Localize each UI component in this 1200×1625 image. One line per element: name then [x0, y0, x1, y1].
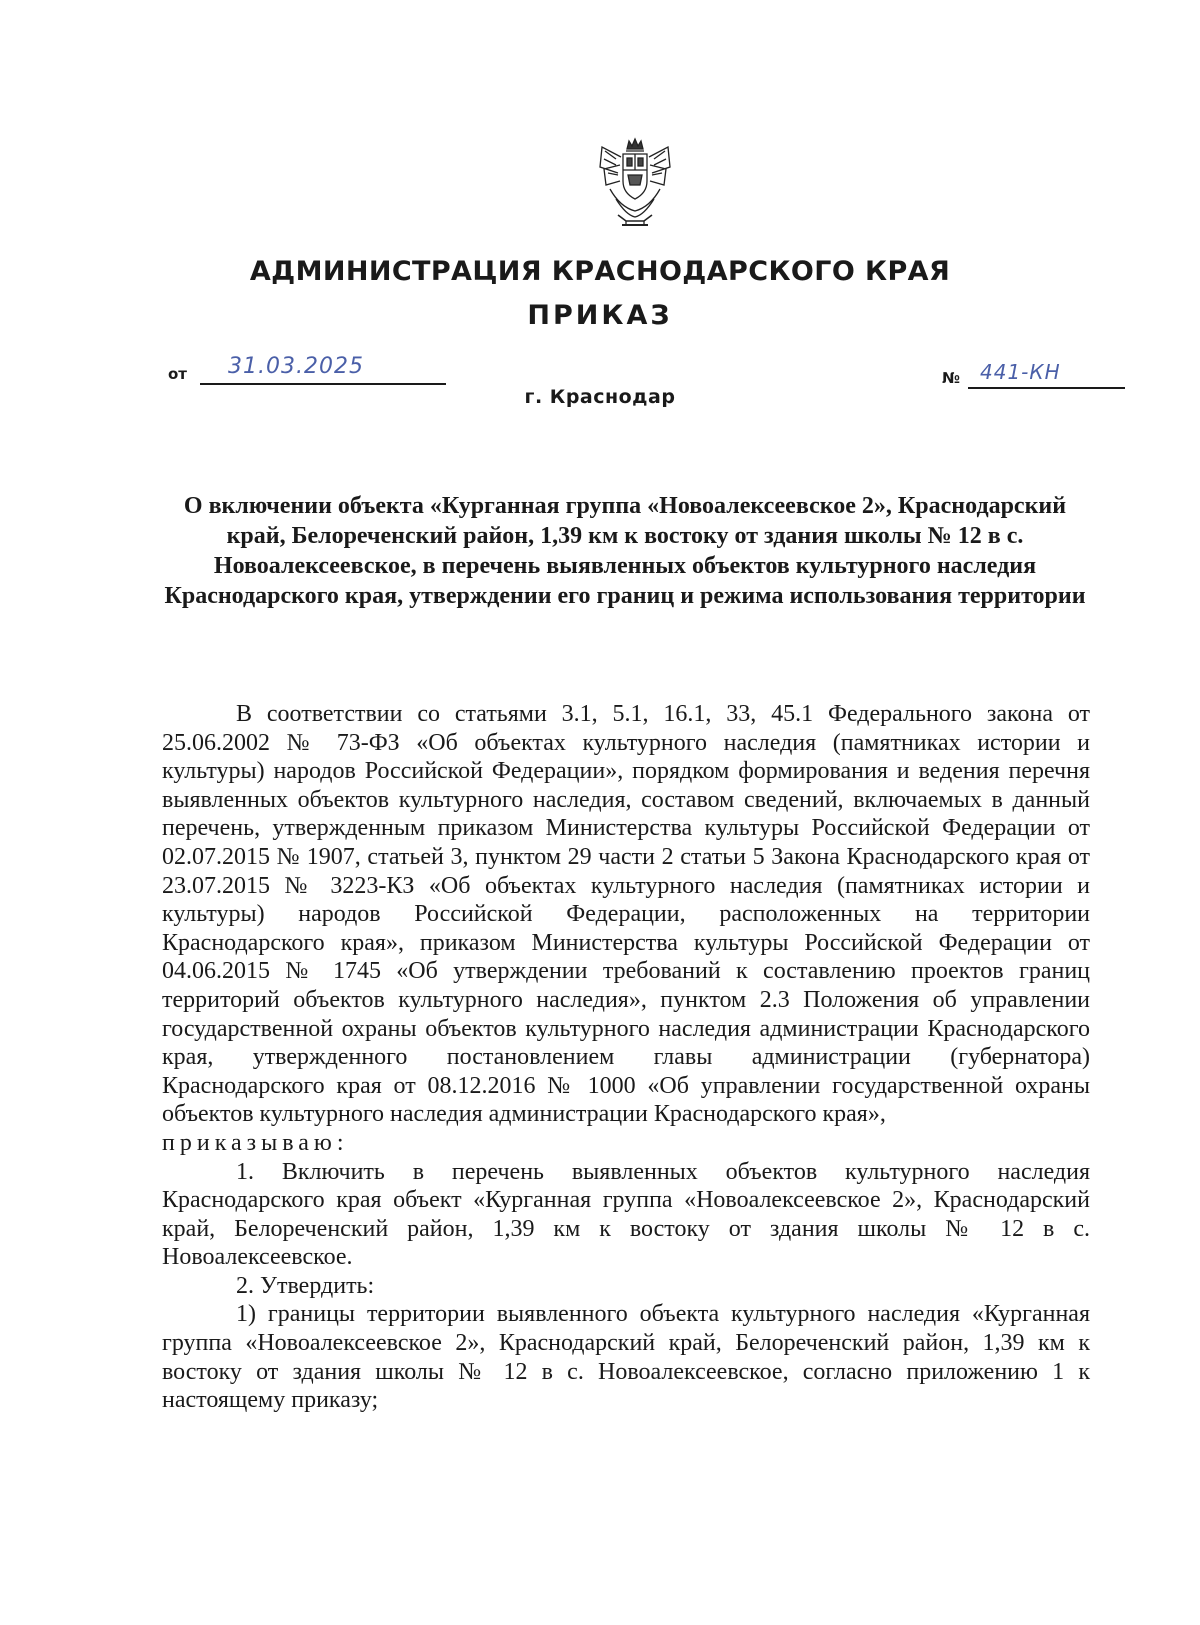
organization-title: АДМИНИСТРАЦИЯ КРАСНОДАРСКОГО КРАЯ [249, 256, 951, 287]
item-1: 1. Включить в перечень выявленных объектов культурного наследия Краснодарского края объект «Курганная группа «Новоалексеевское 2», Краснодарский край, Белореченский район, 1,39 км к востоку от здания школы № 12 в с. Новоалексеевское. [162, 1158, 1090, 1271]
order-word: приказываю: [162, 1129, 349, 1156]
preamble-paragraph: В соответствии со статьями 3.1, 5.1, 16.1, 33, 45.1 Федерального закона от 25.06.2002 № 73-ФЗ «Об объектах культурного наследия (памятниках истории и культуры) народов Российской Федерации», порядком формирования и ведения перечня выявленных объектов культурного наследия, составом сведений, включаемых в данный перечень, утвержденным приказом Министерства культуры Российской Федерации от 02.07.2015 № 1907, статьей 3, пунктом 29 части 2 статьи 5 Закона Краснодарского края от 23.07.2015 № 3223-КЗ «Об объектах культурного наследия (памятниках истории и культуры) народов Российской Федерации, расположенных на территории Краснодарского края», приказом Министерства культуры Российской Федерации от 04.06.2015 № 1745 «Об утверждении требований к составлению проектов границ территорий объектов культурного наследия», пунктом 2.3 Положения об управлении государственной охраны объектов культурного наследия администрации Краснодарского края, утвержденного постановлением главы администрации (губернатора) Краснодарского края от 08.12.2016 № 1000 «Об управлении государственной охраны объектов культурного наследия администрации Краснодарского края», [162, 701, 1090, 1128]
coat-of-arms-icon [596, 137, 674, 229]
document-type: ПРИКАЗ [527, 300, 673, 331]
city: г. Краснодар [524, 386, 676, 408]
number-value: 441-КН [980, 360, 1061, 384]
date-label: от [168, 365, 187, 383]
item-2-1: 1) границы территории выявленного объекта культурного наследия «Курганная группа «Новоалексеевское 2», Краснодарский край, Белореченский район, 1,39 км к востоку от здания школы № 12 в с. Новоалексеевское, согласно приложению 1 к настоящему приказу; [162, 1301, 1090, 1414]
document-body [162, 700, 1090, 1415]
number-label: № [942, 369, 961, 387]
date-underline [200, 383, 446, 385]
document-subject: О включении объекта «Курганная группа «Новоалексеевское 2», Краснодарский край, Белореченский район, 1,39 км к востоку от здания школы № 12 в с. Новоалексеевское, в перечень выявленных объектов культурного наследия Краснодарского края, утверждении его границ и режима использования территории [164, 493, 1086, 609]
date-value: 31.03.2025 [228, 354, 364, 379]
item-2: 2. Утвердить: [236, 1272, 375, 1299]
